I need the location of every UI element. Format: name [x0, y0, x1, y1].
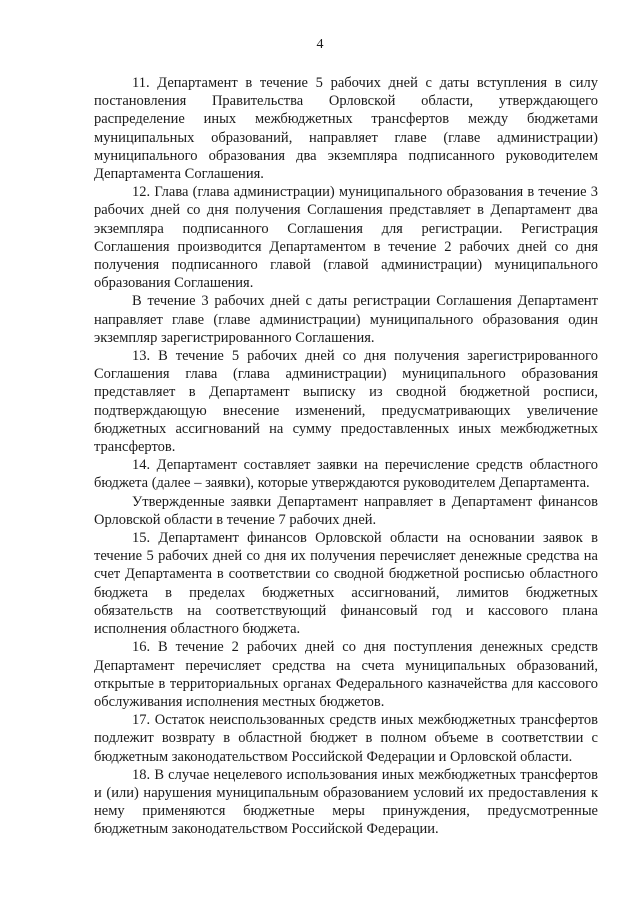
page-number: 4 — [316, 37, 324, 52]
paragraph-17: 17. Остаток неиспользованных средств иных межбюджетных трансфертов подлежит возврату в областной бюджет в полном объеме в соответствии с бюджетным законодательством Российской Федерации и Орловской области. — [94, 712, 598, 765]
paragraph-15: 15. Департамент финансов Орловской области на основании заявок в течение 5 рабочих дней со дня их получения перечисляет денежные средства на счет Департамента в соответствии со сводной бюджетной росписью областного бюджета в пределах бюджетных ассигнований, лимитов бюджетных обязательств на соответствующий финансовый год и кассового плана исполнения областного бюджета. — [94, 530, 598, 638]
paragraph-16: 16. В течение 2 рабочих дней со дня поступления денежных средств Департамент перечисляет средства на счета муниципальных образований, открытые в территориальных органах Федерального казначейства для кассового обслуживания исполнения местных бюджетов. — [94, 639, 598, 710]
paragraph-18: 18. В случае нецелевого использования иных межбюджетных трансфертов и (или) нарушения муниципальным образованием условий их предоставления к нему применяются бюджетные меры принуждения, предусмотренные бюджетным законодательством Российской Федерации. — [94, 766, 598, 838]
document-body — [94, 74, 598, 839]
paragraph-12-continued: В течение 3 рабочих дней с даты регистрации Соглашения Департамент направляет главе (главе администрации) муниципального образования один экземпляр зарегистрированного Соглашения. — [94, 293, 598, 346]
paragraph-12: 12. Глава (глава администрации) муниципального образования в течение 3 рабочих дней со дня получения Соглашения представляет в Департамент два экземпляра подписанного Соглашения для регистрации. Регистрация Соглашения производится Департаментом в течение 2 рабочих дней со дня получения подписанного главой (главой администрации) муниципального образования Соглашения. — [94, 184, 598, 292]
paragraph-14-continued: Утвержденные заявки Департамент направляет в Департамент финансов Орловской области в течение 7 рабочих дней. — [94, 493, 598, 528]
paragraph-14: 14. Департамент составляет заявки на перечисление средств областного бюджета (далее – заявки), которые утверждаются руководителем Департамента. — [94, 457, 598, 492]
paragraph-13: 13. В течение 5 рабочих дней со дня получения зарегистрированного Соглашения глава (глава администрации) муниципального образования представляет в Департамент выписку из сводной бюджетной росписи, подтверждающую внесение изменений, предусматривающих увеличение бюджетных ассигнований на сумму предоставленных иных межбюджетных трансфертов. — [94, 348, 598, 456]
paragraph-11: 11. Департамент в течение 5 рабочих дней с даты вступления в силу постановления Правительства Орловской области, утверждающего распределение иных межбюджетных трансфертов между бюджетами муниципальных образований, направляет главе (главе администрации) муниципального образования два экземпляра подписанного руководителем Департамента Соглашения. — [94, 75, 598, 183]
